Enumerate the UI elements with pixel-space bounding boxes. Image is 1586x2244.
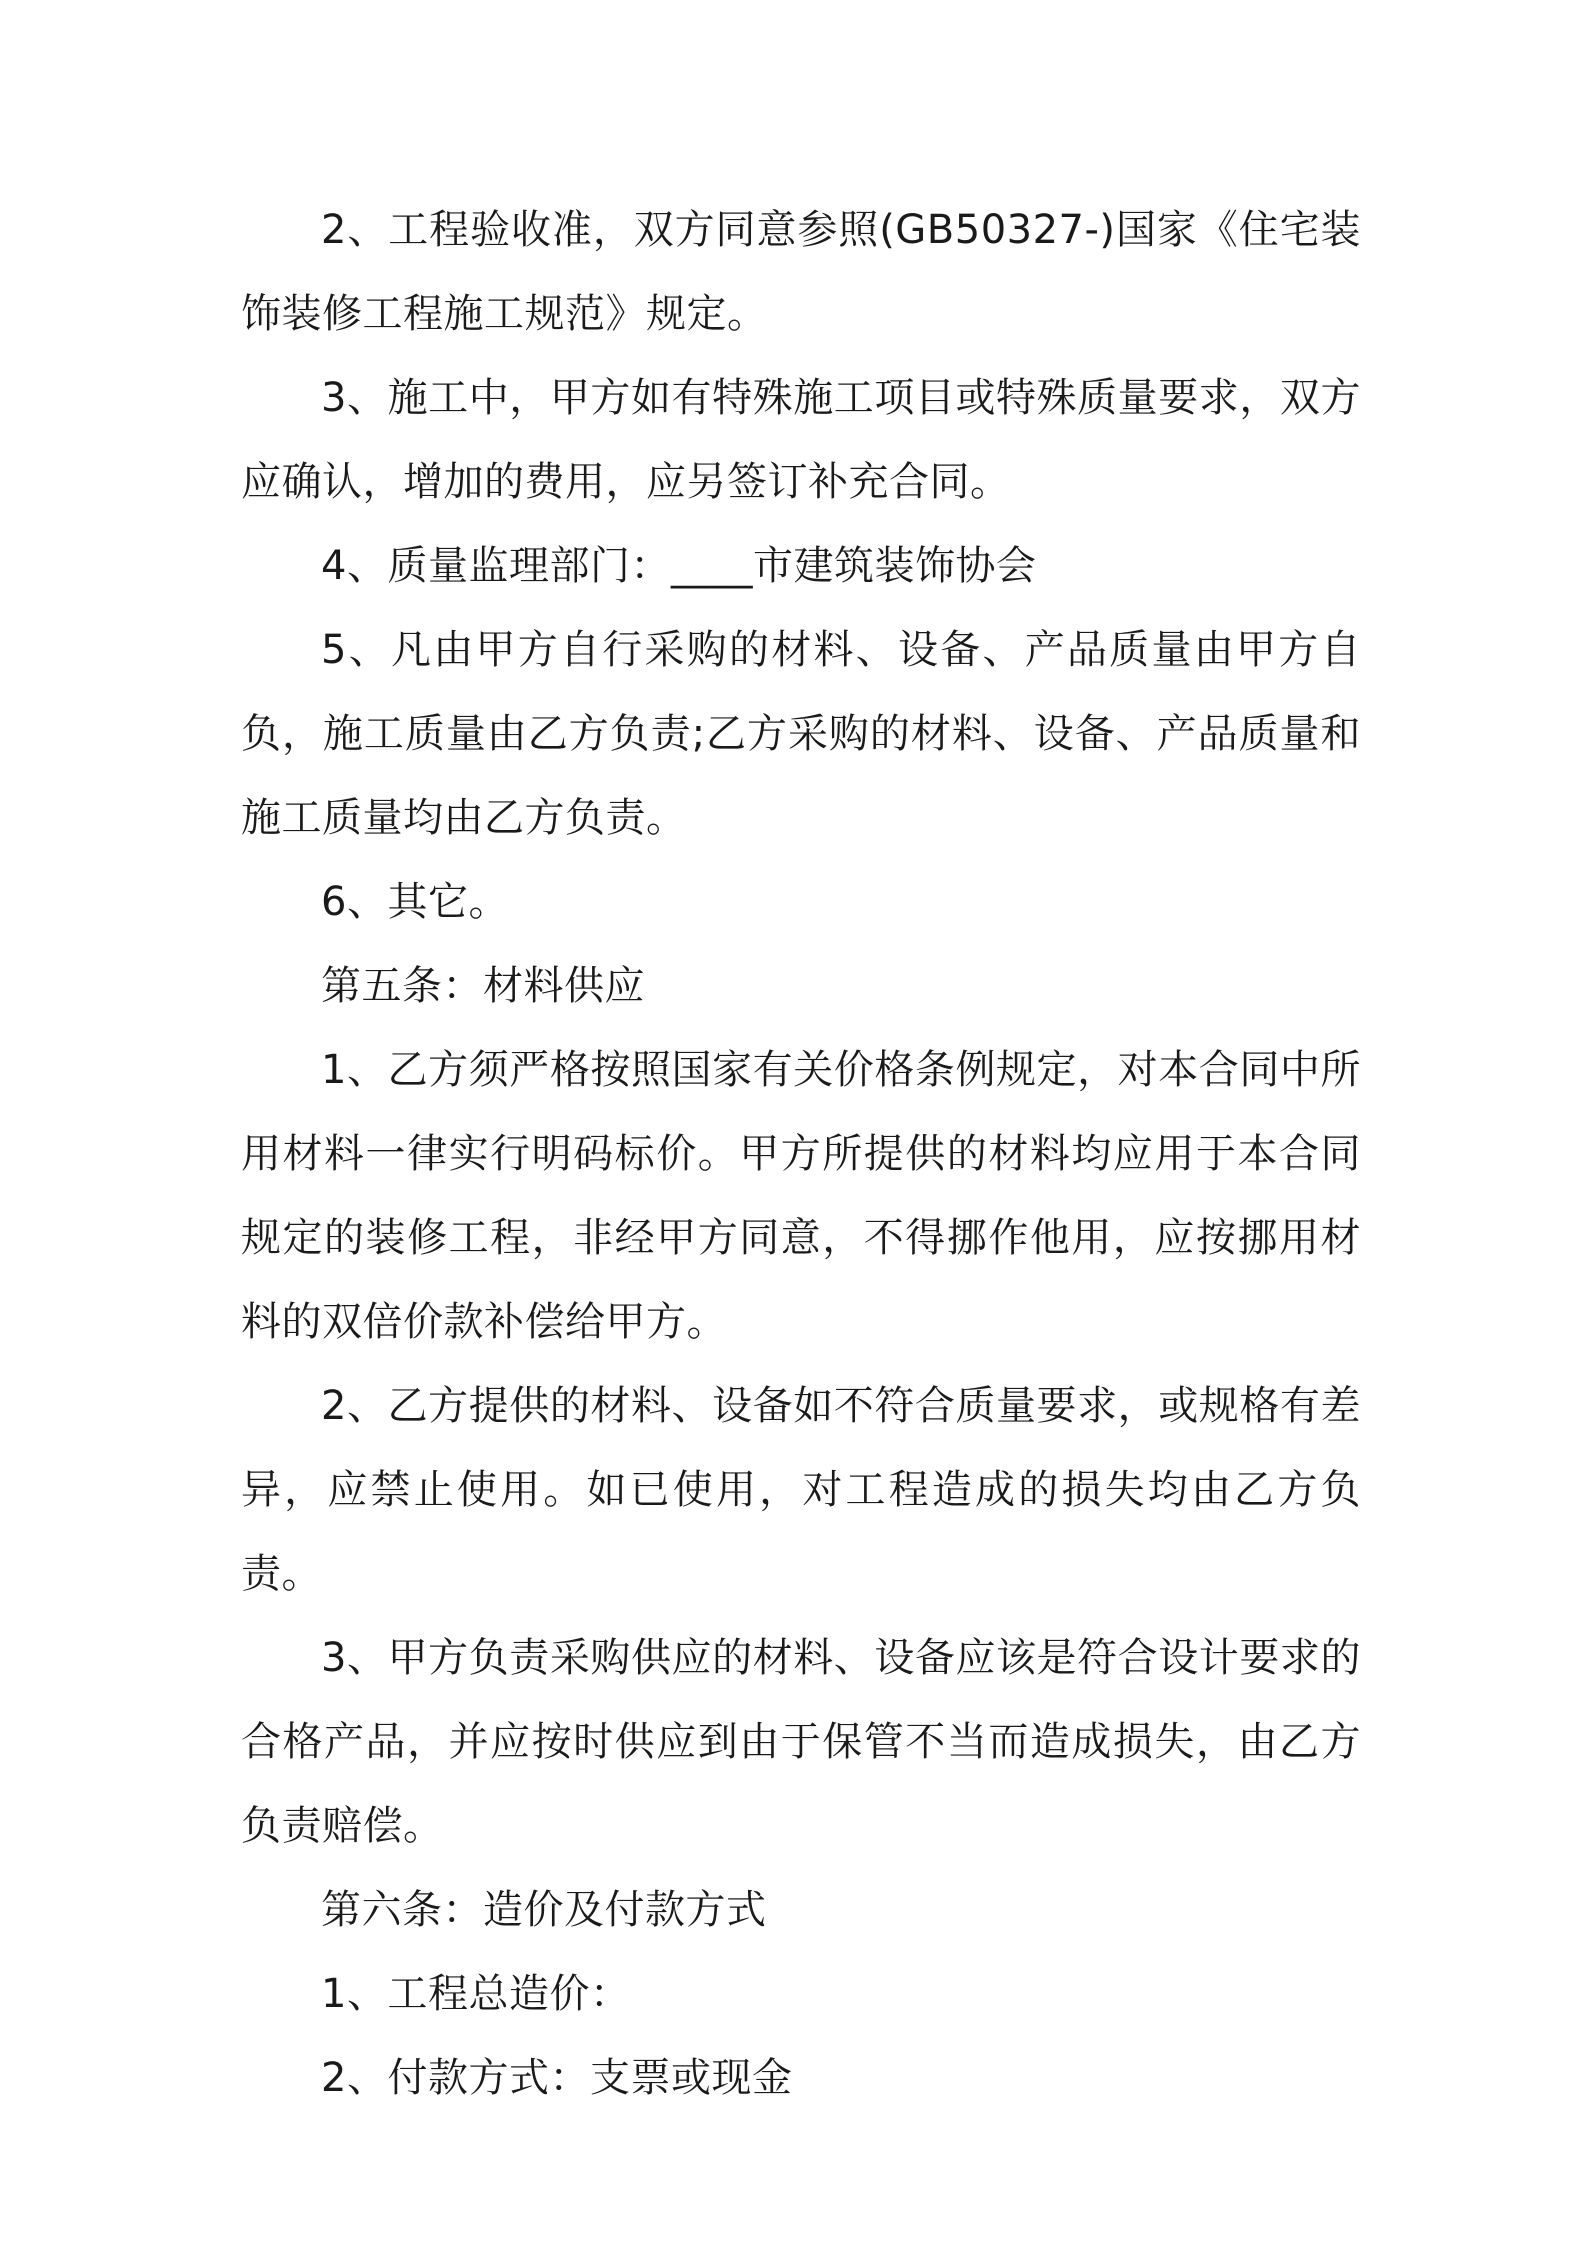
clause-5-item-2: 2、乙方提供的材料、设备如不符合质量要求，或规格有差异，应禁止使用。如已使用，对工程造成的损失均由乙方负责。 (241, 1383, 1361, 1597)
clause-6-item-1: 1、工程总造价： (321, 1971, 631, 2017)
clause-4-item-4: 4、质量监理部门：____市建筑装饰协会 (321, 543, 1037, 589)
document-body (241, 188, 1361, 2120)
clause-4-item-6: 6、其它。 (321, 879, 509, 925)
clause-5-heading: 第五条：材料供应 (321, 963, 645, 1009)
clause-6-item-2: 2、付款方式：支票或现金 (321, 2055, 793, 2101)
clause-4-item-2: 2、工程验收准，双方同意参照(GB50327-)国家《住宅装饰装修工程施工规范》规定。 (241, 207, 1361, 337)
clause-4-item-5: 5、凡由甲方自行采购的材料、设备、产品质量由甲方自负，施工质量由乙方负责;乙方采购的材料、设备、产品质量和施工质量均由乙方负责。 (241, 627, 1361, 841)
clause-5-item-3: 3、甲方负责采购供应的材料、设备应该是符合设计要求的合格产品，并应按时供应到由于保管不当而造成损失，由乙方负责赔偿。 (241, 1635, 1361, 1849)
clause-6-heading: 第六条：造价及付款方式 (321, 1887, 767, 1933)
clause-4-item-3: 3、施工中，甲方如有特殊施工项目或特殊质量要求，双方应确认，增加的费用，应另签订补充合同。 (241, 375, 1361, 505)
clause-5-item-1: 1、乙方须严格按照国家有关价格条例规定，对本合同中所用材料一律实行明码标价。甲方所提供的材料均应用于本合同规定的装修工程，非经甲方同意，不得挪作他用，应按挪用材料的双倍价款补偿给甲方。 (241, 1047, 1361, 1345)
